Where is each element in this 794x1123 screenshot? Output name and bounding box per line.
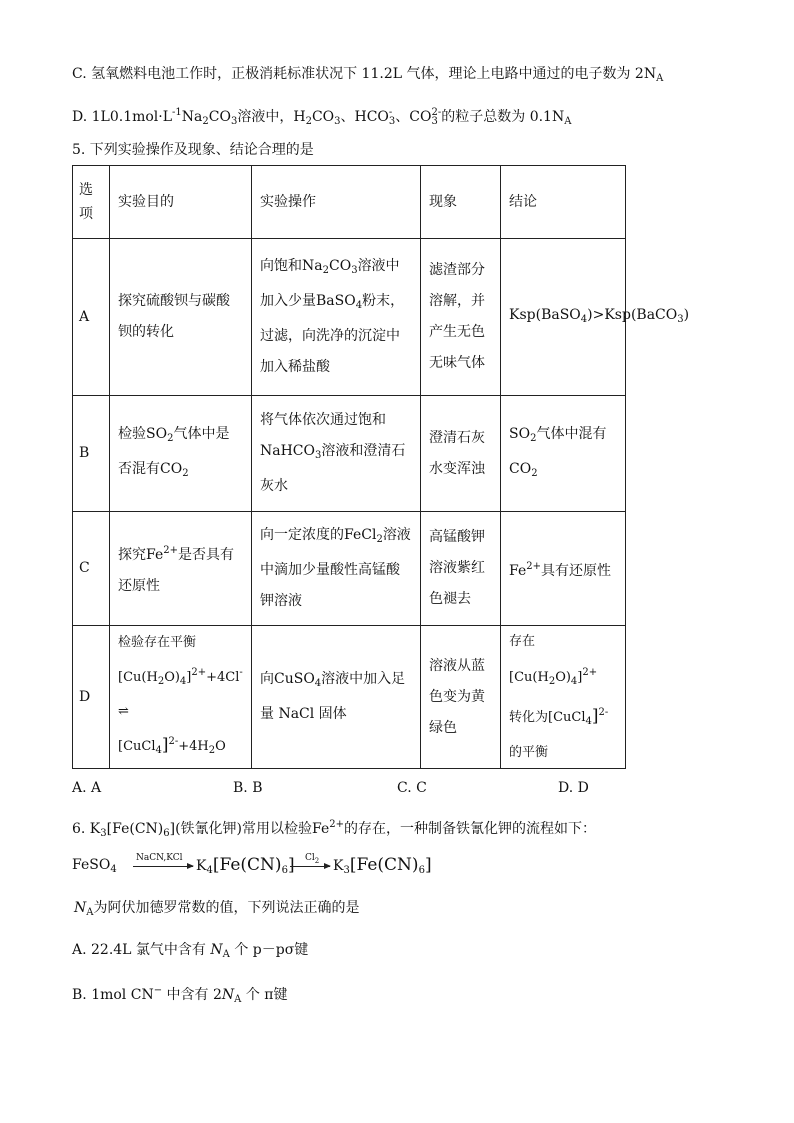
row-option: A [73,239,110,396]
row-conclusion: $SO_2$气体中混有$CO_2$ [501,396,626,512]
row-conclusion: $Fe^{2+}$具有还原性 [501,512,626,626]
row-conclusion: 存在$[Cu(H_2O)_4]^{2+}$ 转化为[CuCl$_4$]$^{2-}$ 的平衡 [501,626,626,769]
q5-option-a: A. A [72,780,102,796]
row-option: B [73,396,110,512]
row-option: D [73,626,110,769]
flow-start: FeSO$_4$ [72,857,117,875]
table-row [73,396,626,512]
row-operation: 向CuSO$_4$溶液中加入足量 NaCl 固体 [252,626,421,769]
q6-option-b: B. 1mol CN− 中含有 $2N_A$ 个 π键 [72,985,288,1005]
table-row [73,239,626,396]
row-option: C [73,512,110,626]
option-d-line: D. $1L0.1mol\cdot L^{-1}Na_2CO_3$溶液中，$H_2CO_3$、HCO - 3 、CO 2- 3 的粒子总数为 $0.1N_A$ [72,107,572,127]
option-c-line: C. 氢氧燃料电池工作时，正极消耗标准状况下 11.2L 气体，理论上电路中通过的电子数为 $2N_A$ [72,66,664,84]
q5-option-d: D. D [558,780,589,796]
flow-reagent-2: $Cl_2$ [305,853,320,865]
table-header-row [73,166,626,239]
question-6-stem: 6. $K_3[Fe(CN)_6]$(铁氰化钾)常用以检验$Fe^{2+}$的存在，一种制备铁氰化钾的流程如下： [72,819,596,839]
question-5-stem: 5. 下列实验操作及现象、结论合理的是 [72,142,314,158]
q6-option-a: A. 22.4L 氯气中含有 $N_A$ 个 p－pσ键 [72,942,309,960]
header-purpose: 实验目的 [110,166,252,239]
flow-reagent-1: NaCN,KCl [136,853,183,863]
table-row [73,512,626,626]
header-phenomenon: 现象 [421,166,501,239]
avogadro-statement: $N_A$为阿伏加德罗常数的值，下列说法正确的是 [74,900,360,918]
row-operation: 向一定浓度的FeCl$_2$溶液中滴加少量酸性高锰酸钾溶液 [252,512,421,626]
row-conclusion: Ksp(BaSO$_4$)>Ksp(BaCO$_3$) [501,239,626,396]
row-phenomenon: 澄清石灰水变浑浊 [421,396,501,512]
q5-option-b: B. B [233,780,263,796]
header-operation: 实验操作 [252,166,421,239]
row-purpose: 探究硫酸钡与碳酸钡的转化 [110,239,252,396]
table-row [73,626,626,769]
row-purpose: 探究$Fe^{2+}$是否具有还原性 [110,512,252,626]
option-c-text: C. 氢氧燃料电池工作时，正极消耗标准状况下 11.2L 气体，理论上电路中通过的电子数为 2N [72,66,657,82]
flow-intermediate: $K_4[Fe(CN)_6]$ [196,855,295,876]
row-purpose: 检验存在平衡 $[Cu(H_2O)_4]^{2+}+4Cl^-\rightleftharpoons$ $[CuCl_4]^{2-}+4H_2O$ [110,626,252,769]
row-purpose: 检验$SO_2$气体中是否混有$CO_2$ [110,396,252,512]
row-phenomenon: 滤渣部分溶解，并产生无色无味气体 [421,239,501,396]
row-phenomenon: 溶液从蓝色变为黄绿色 [421,626,501,769]
header-conclusion: 结论 [501,166,626,239]
flow-product: $K_3[Fe(CN)_6]$ [333,855,432,876]
row-operation: 向饱和$Na_2CO_3$溶液中加入少量BaSO$_4$粉末，过滤，向洗净的沉淀中加入稀盐酸 [252,239,421,396]
q5-option-c: C. C [397,780,427,796]
row-operation: 将气体依次通过饱和 NaHCO$_3$溶液和澄清石灰水 [252,396,421,512]
row-phenomenon: 高锰酸钾溶液紫红色褪去 [421,512,501,626]
flow-arrow-1 [133,866,193,867]
experiment-table [72,165,690,769]
header-option: 选项 [73,166,110,239]
flow-arrow-2 [290,866,330,867]
